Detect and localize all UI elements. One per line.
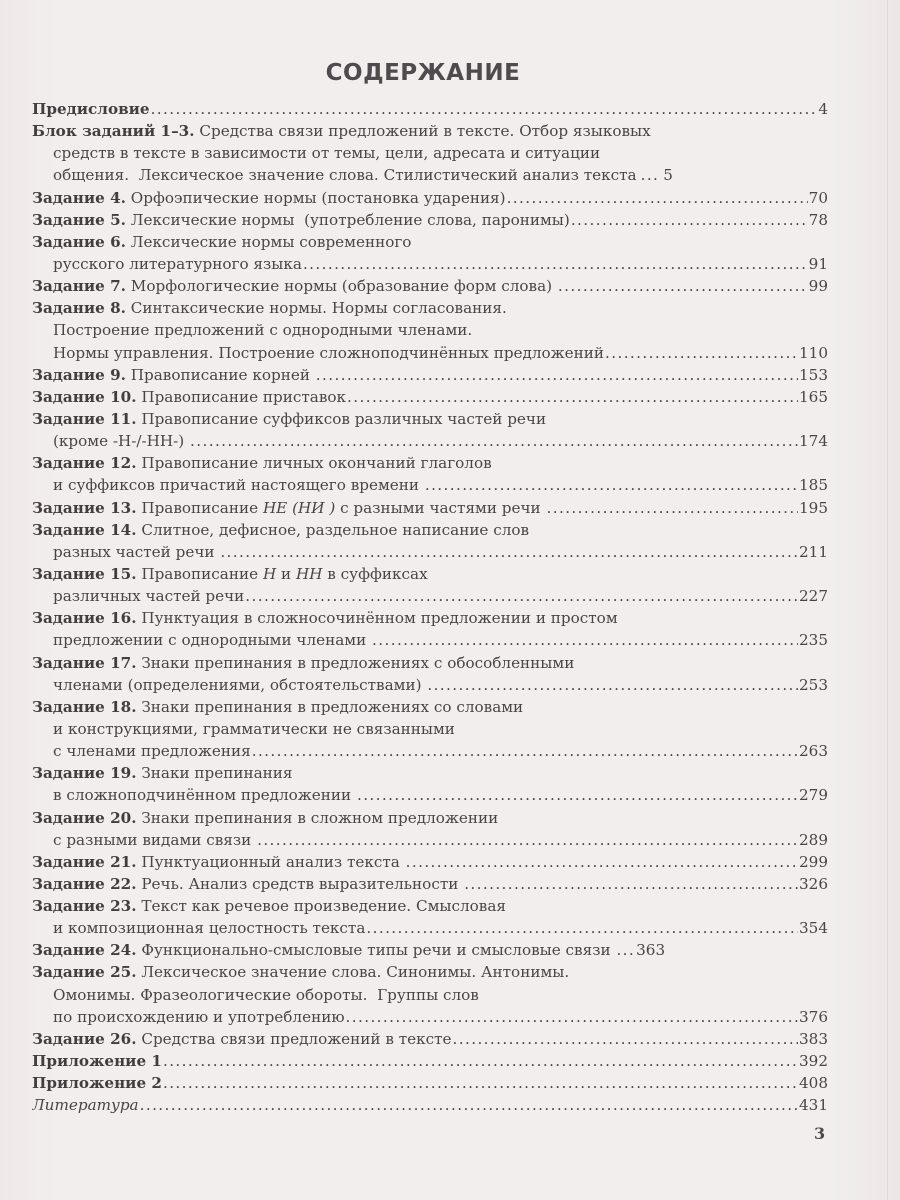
toc-page-number: 174: [799, 432, 828, 451]
toc-entry-text: Правописание корней: [125, 365, 315, 384]
leader-dots: [220, 541, 798, 563]
leader-dots: [464, 873, 798, 895]
toc-entry-task-8[interactable]: [32, 297, 828, 363]
toc-page-number: 227: [799, 587, 828, 606]
toc-entry-label: Задание 11.: [32, 409, 137, 428]
toc-entry-text: Морфологические нормы (образование форм слова): [125, 277, 557, 296]
toc-entry-task-25[interactable]: [32, 961, 828, 1027]
toc-page-number: 185: [799, 476, 828, 495]
toc-entry-task-26[interactable]: [32, 1028, 828, 1050]
toc-page-number: 431: [799, 1096, 828, 1115]
toc-entry-task-18[interactable]: [32, 696, 828, 762]
toc-page-number: 91: [808, 254, 828, 273]
toc-entry-label: Задание 16.: [32, 609, 137, 628]
toc-page-number: 383: [799, 1029, 828, 1048]
toc-page-number: 78: [808, 210, 828, 229]
leader-dots: [257, 829, 798, 851]
toc-entry-text: Знаки препинания: [136, 764, 293, 783]
toc-entry-text: Средства связи предложений в тексте: [136, 1029, 452, 1048]
toc-entry-italic-term: НЕ (НИ ): [262, 498, 336, 517]
toc-entry-italic-term: НН: [295, 564, 323, 583]
toc-entry-text: Средства связи предложений в тексте. Отбор языковых: [194, 122, 651, 141]
toc-entry-text: Лексические нормы (употребление слова, паронимы): [125, 210, 570, 229]
toc-entry-appendix-2[interactable]: [32, 1072, 828, 1094]
leader-dots: [547, 497, 798, 519]
leader-dots: [427, 674, 798, 696]
toc-entry-text: Нормы управления. Построение сложноподчинённых предложений: [53, 343, 605, 362]
toc-entry-text: с членами предложения: [53, 742, 251, 761]
leader-ellipsis: ...: [640, 166, 660, 185]
toc-entry-text: Пунктуация в сложносочинённом предложении и простом: [136, 609, 618, 628]
toc-entry-literature[interactable]: [32, 1094, 828, 1116]
leader-dots: [252, 740, 798, 762]
toc-entry-label: Задание 13.: [32, 498, 137, 517]
toc-entry-text: предложении с однородными членами: [53, 631, 372, 650]
toc-page-number: 263: [799, 742, 828, 761]
leader-dots: [346, 1006, 798, 1028]
toc-page-number: 253: [799, 675, 828, 694]
toc-entry-preface[interactable]: [32, 98, 828, 120]
toc-entry-label: Задание 19.: [32, 764, 137, 783]
toc-page-number: 363: [636, 941, 666, 960]
toc-entry-task-21[interactable]: [32, 851, 828, 873]
toc-entry-text: различных частей речи: [53, 587, 245, 606]
leader-dots: [406, 851, 798, 873]
toc-entry-text: Речь. Анализ средств выразительности: [136, 874, 464, 893]
leader-dots: [303, 253, 808, 275]
toc-page-number: 110: [799, 343, 828, 362]
toc-entry-text: и композиционная целостность текста: [53, 919, 366, 938]
toc-entry-text: и: [276, 564, 296, 583]
page-edge-shadow: [887, 0, 888, 1200]
toc-entry-text: (кроме -Н-/-НН-): [53, 432, 190, 451]
toc-page-number: 376: [799, 1007, 828, 1026]
leader-dots: [316, 364, 798, 386]
toc-page-number: 211: [799, 542, 828, 561]
toc-entry-text: в суффиксах: [322, 564, 428, 583]
toc-entry-label: Задание 4.: [32, 188, 126, 207]
toc-entry-label: Задание 10.: [32, 387, 137, 406]
table-of-contents: [32, 98, 828, 1116]
toc-entry-task-9[interactable]: [32, 364, 828, 386]
toc-page-number: 153: [799, 365, 828, 384]
leader-dots: [558, 275, 808, 297]
toc-entry-task-11[interactable]: [32, 408, 828, 452]
toc-page-number: 99: [808, 277, 828, 296]
toc-page-number: 235: [799, 631, 828, 650]
toc-entry-text: Лексические нормы современного: [125, 232, 412, 251]
toc-entry-task-5[interactable]: [32, 209, 828, 231]
toc-entry-text: и конструкциями, грамматически не связанными: [53, 719, 455, 738]
toc-page-number: 279: [799, 786, 828, 805]
toc-page-number: 408: [799, 1074, 828, 1093]
toc-entry-text: Правописание: [136, 564, 263, 583]
toc-entry-task-12[interactable]: [32, 452, 828, 496]
toc-entry-text: Правописание суффиксов различных частей речи: [136, 409, 547, 428]
page-title: СОДЕРЖАНИЕ: [325, 60, 521, 86]
toc-entry-text: Знаки препинания в предложениях со словами: [136, 697, 524, 716]
toc-entry-label: Задание 23.: [32, 897, 137, 916]
toc-entry-label: Задание 15.: [32, 564, 137, 583]
toc-entry-task-23[interactable]: [32, 895, 828, 939]
toc-entry-text: Текст как речевое произведение. Смысловая: [136, 897, 506, 916]
toc-entry-label: Приложение 1: [32, 1052, 162, 1071]
leader-ellipsis: ...: [616, 941, 636, 960]
leader-dots: [357, 784, 798, 806]
toc-entry-text: разных частей речи: [53, 542, 220, 561]
toc-entry-task-22[interactable]: [32, 873, 828, 895]
toc-entry-label: Задание 14.: [32, 520, 137, 539]
toc-entry-block-1-3[interactable]: [32, 120, 828, 186]
toc-page-number: 392: [799, 1052, 828, 1071]
toc-entry-text: по происхождению и употреблению: [53, 1007, 345, 1026]
toc-page-number: 354: [799, 919, 828, 938]
toc-page-number: 195: [799, 498, 828, 517]
toc-entry-task-19[interactable]: [32, 762, 828, 806]
toc-entry-text: Слитное, дефисное, раздельное написание слов: [136, 520, 530, 539]
leader-dots: [347, 386, 798, 408]
leader-dots: [140, 1094, 798, 1116]
toc-entry-label: Блок заданий 1–3.: [32, 122, 195, 141]
toc-entry-label: Задание 12.: [32, 454, 137, 473]
toc-entry-label: Задание 20.: [32, 808, 137, 827]
toc-entry-label: Задание 21.: [32, 852, 137, 871]
toc-entry-text: Правописание приставок: [136, 387, 347, 406]
toc-page-number: 289: [799, 830, 828, 849]
toc-entry-task-17[interactable]: [32, 652, 828, 696]
toc-entry-task-24[interactable]: [32, 939, 828, 961]
toc-entry-text: с разными частями речи: [335, 498, 546, 517]
toc-entry-label: Задание 17.: [32, 653, 137, 672]
toc-entry-text: Функционально-смысловые типы речи и смысловые связи: [136, 941, 616, 960]
toc-entry-text: Построение предложений с однородными членами.: [53, 321, 473, 340]
leader-dots: [366, 917, 798, 939]
toc-entry-text: Правописание: [136, 498, 263, 517]
toc-entry-text: в сложноподчинённом предложении: [53, 786, 356, 805]
leader-dots: [571, 209, 808, 231]
leader-dots: [372, 629, 798, 651]
toc-entry-task-20[interactable]: [32, 807, 828, 851]
toc-page-number: 165: [799, 387, 828, 406]
leader-dots: [425, 474, 798, 496]
toc-entry-task-7[interactable]: [32, 275, 828, 297]
leader-dots: [507, 187, 808, 209]
toc-entry-italic-term: Н: [262, 564, 277, 583]
leader-dots: [190, 430, 798, 452]
toc-entry-task-10[interactable]: [32, 386, 828, 408]
toc-entry-label: Задание 18.: [32, 697, 137, 716]
toc-entry-text: Знаки препинания в сложном предложении: [136, 808, 499, 827]
toc-entry-text: Литература: [32, 1096, 139, 1115]
toc-entry-task-4[interactable]: [32, 187, 828, 209]
toc-page-number: 70: [808, 188, 828, 207]
toc-page-number: 5: [663, 166, 673, 185]
toc-page-number: 326: [799, 874, 828, 893]
toc-entry-text: Омонимы. Фразеологические обороты. Группы слов: [53, 985, 479, 1004]
toc-entry-label: Задание 7.: [32, 277, 126, 296]
toc-entry-label: Задание 25.: [32, 963, 137, 982]
toc-entry-label: Задание 24.: [32, 941, 137, 960]
toc-entry-label: Задание 9.: [32, 365, 126, 384]
leader-dots: [163, 1072, 798, 1094]
toc-entry-label: Задание 26.: [32, 1029, 137, 1048]
toc-entry-text: с разными видами связи: [53, 830, 257, 849]
toc-entry-text: Знаки препинания в предложениях с обособленными: [136, 653, 575, 672]
toc-entry-label: Задание 22.: [32, 874, 137, 893]
toc-entry-label: Задание 8.: [32, 299, 126, 318]
toc-entry-task-13[interactable]: [32, 497, 828, 519]
leader-dots: [245, 585, 798, 607]
toc-entry-label: Приложение 2: [32, 1074, 162, 1093]
toc-page-number: 4: [818, 100, 828, 118]
toc-entry-label: Предисловие: [32, 100, 150, 118]
toc-entry-label: Задание 5.: [32, 210, 126, 229]
toc-entry-task-6[interactable]: [32, 231, 828, 275]
leader-dots: [605, 342, 798, 364]
toc-entry-text: Пунктуационный анализ текста: [136, 852, 405, 871]
toc-entry-appendix-1[interactable]: [32, 1050, 828, 1072]
toc-entry-text: общения. Лексическое значение слова. Стилистический анализ текста: [53, 166, 637, 185]
leader-dots: [453, 1028, 798, 1050]
toc-entry-text: русского литературного языка: [53, 254, 302, 273]
toc-entry-text: средств в тексте в зависимости от темы, цели, адресата и ситуации: [53, 144, 601, 163]
toc-entry-text: Орфоэпические нормы (постановка ударения): [125, 188, 506, 207]
toc-entry-text: и суффиксов причастий настоящего времени: [53, 476, 424, 495]
toc-entry-text: членами (определениями, обстоятельствами): [53, 675, 427, 694]
toc-entry-text: Лексическое значение слова. Синонимы. Антонимы.: [136, 963, 570, 982]
toc-entry-label: Задание 6.: [32, 232, 126, 251]
toc-entry-task-14[interactable]: [32, 519, 828, 563]
toc-entry-task-15[interactable]: [32, 563, 828, 607]
toc-entry-text: Синтаксические нормы. Нормы согласования.: [125, 299, 507, 318]
toc-entry-text: Правописание личных окончаний глаголов: [136, 454, 492, 473]
toc-page-number: 299: [799, 852, 828, 871]
leader-dots: [151, 98, 818, 120]
page-number: 3: [814, 1124, 826, 1143]
toc-entry-task-16[interactable]: [32, 607, 828, 651]
leader-dots: [163, 1050, 798, 1072]
